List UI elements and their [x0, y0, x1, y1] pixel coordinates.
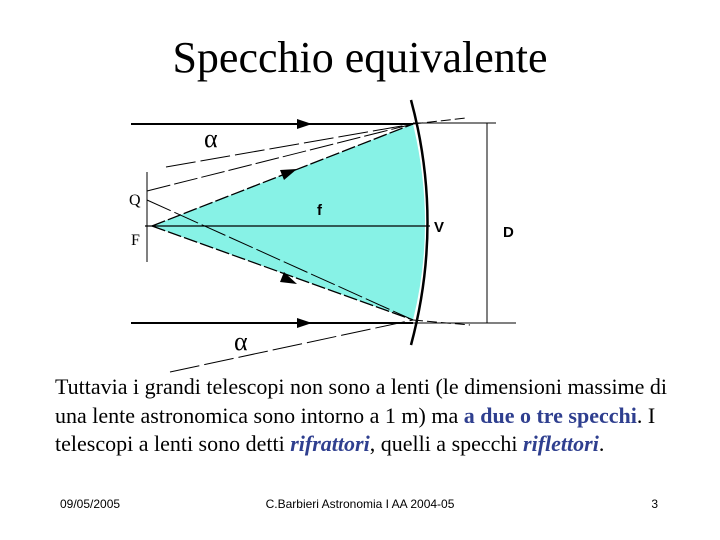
- focus-cone: [152, 124, 425, 320]
- slide-title: Specchio equivalente: [172, 33, 548, 82]
- highlight-specchi: a due o tre specchi: [463, 402, 637, 428]
- highlight-rifrattori: rifrattori: [290, 431, 370, 456]
- arrow-ray-top: [297, 119, 312, 129]
- label-alpha-bottom: α: [234, 327, 248, 356]
- label-D: D: [503, 224, 514, 241]
- label-F: F: [131, 232, 140, 249]
- footer-page-number: 3: [651, 497, 658, 511]
- body-text-4: .: [598, 431, 605, 456]
- body-text-2: . I telescopi a lenti sono detti: [55, 402, 656, 456]
- footer-date: 09/05/2005: [60, 497, 121, 511]
- arrow-ray-bottom: [297, 318, 312, 328]
- body-text-3: , quelli a specchi: [369, 431, 524, 456]
- label-Q: Q: [129, 192, 141, 209]
- body-paragraph: [55, 373, 675, 459]
- oblique-ray-4: [170, 320, 413, 372]
- footer-course: C.Barbieri Astronomia I AA 2004-05: [265, 497, 455, 511]
- body-text-1: Tuttavia i grandi telescopi non sono a lenti (le dimensioni massime di una lente astronomica sono intorno a 1 m) ma: [55, 374, 668, 428]
- highlight-riflettori: riflettori: [523, 431, 599, 456]
- label-alpha-top: α: [204, 124, 218, 153]
- label-V: V: [434, 219, 445, 236]
- label-f: f: [317, 202, 322, 219]
